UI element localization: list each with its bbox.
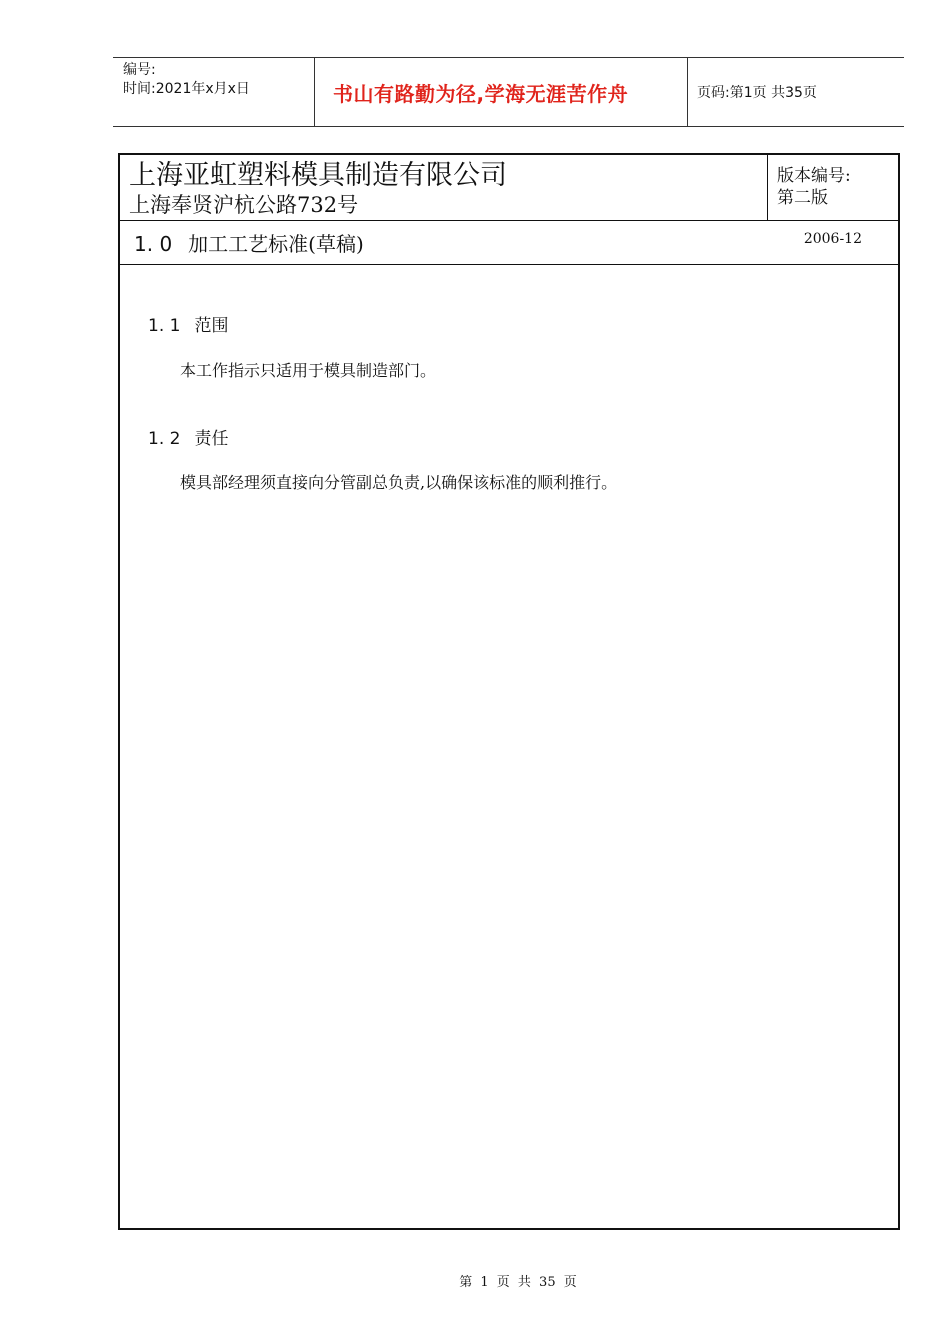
version-label: 版本编号: [777, 166, 851, 186]
subsection-heading-scope [148, 311, 228, 336]
company-address: 上海奉贤沪杭公路732号 [129, 193, 359, 217]
scope-paragraph: 本工作指示只适用于模具制造部门。 [180, 361, 437, 380]
section-date: 2006-12 [803, 230, 862, 247]
subsection-title: 范围 [194, 316, 229, 336]
code-label: 编号: [123, 62, 156, 78]
page-header [113, 57, 904, 127]
company-name: 上海亚虹塑料模具制造有限公司 [129, 160, 507, 191]
version-value: 第二版 [777, 188, 828, 208]
subsection-title: 责任 [194, 429, 229, 449]
section-row [120, 221, 898, 265]
time-label: 时间:2021年x月x日 [123, 81, 250, 97]
document-form [118, 153, 900, 1230]
subsection-heading-responsibility [148, 424, 228, 449]
section-heading [134, 228, 364, 257]
page-footer: 第 1 页 共 35 页 [459, 1275, 577, 1290]
header-motto-cell [315, 58, 688, 126]
company-cell [120, 155, 768, 220]
header-page-info [688, 58, 904, 126]
subsection-number: 1. 2 [148, 429, 181, 449]
subsection-number: 1. 1 [148, 316, 181, 336]
page-info-text: 页码:第1页 共35页 [697, 85, 817, 101]
responsibility-paragraph: 模具部经理须直接向分管副总负责,以确保该标准的顺利推行。 [180, 473, 618, 492]
section-title: 加工工艺标准(草稿) [188, 232, 364, 256]
motto-text: 书山有路勤为径,学海无涯苦作舟 [333, 81, 629, 106]
company-row [120, 155, 898, 221]
version-cell [768, 155, 898, 220]
header-meta [113, 58, 315, 126]
section-number: 1. 0 [134, 232, 173, 256]
